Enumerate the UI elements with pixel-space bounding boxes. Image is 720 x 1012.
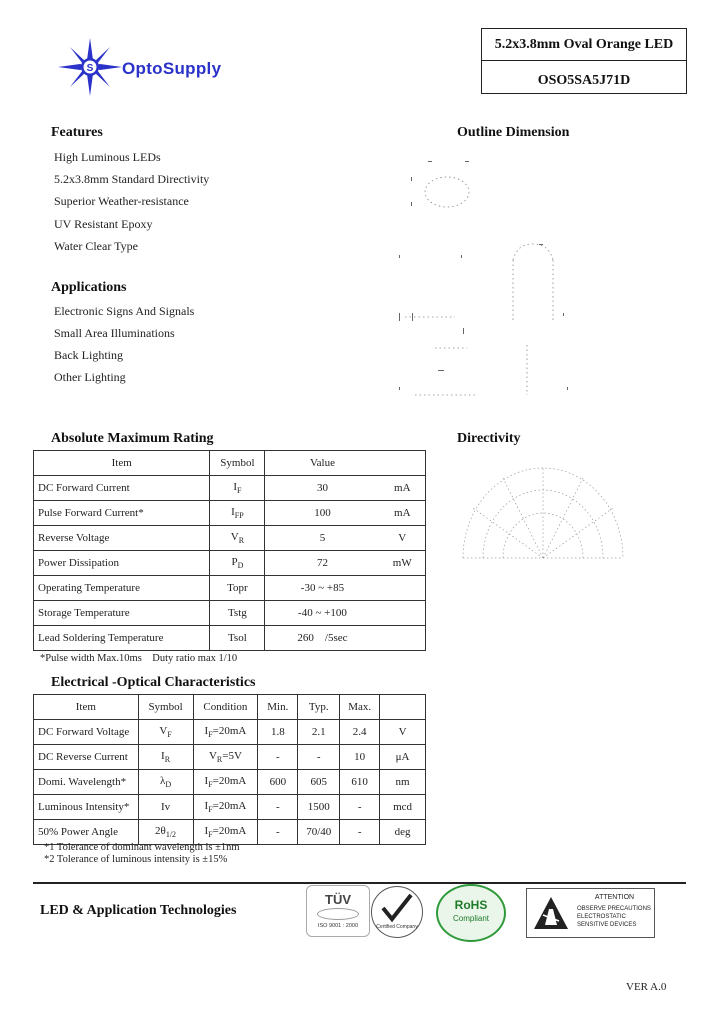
feature-item: UV Resistant Epoxy: [54, 217, 153, 231]
column-header: Item: [34, 695, 139, 720]
cell-unit: V: [380, 720, 426, 745]
cell-condition: $I_F=20mA$: [193, 770, 258, 795]
footer-company: LED & Application Technologies: [40, 903, 237, 918]
cell-item: 50% Power Angle: [34, 820, 139, 845]
cell-min: -: [258, 745, 298, 770]
outline-drawing: [395, 150, 580, 410]
version-label: VER A.0: [626, 981, 667, 993]
tuv-mark: TÜV: [325, 892, 351, 907]
table-row: [34, 720, 426, 745]
table-row: [34, 551, 426, 576]
table-header-row: [34, 695, 426, 720]
cell-max: -: [340, 820, 380, 845]
brand-logo: [56, 36, 276, 98]
column-header-blank: [380, 695, 426, 720]
cell-unit: nm: [380, 770, 426, 795]
cell-item: Luminous Intensity*: [34, 795, 139, 820]
column-header: Typ.: [298, 695, 340, 720]
cell-condition: $V_R=5V$: [193, 745, 258, 770]
cell-unit: mW: [380, 551, 426, 576]
application-item: Back Lighting: [54, 348, 123, 362]
tuv-cert: ISO 9001 : 2000: [317, 923, 359, 929]
table-row: [34, 820, 426, 845]
cell-unit: [380, 601, 426, 626]
cell-item: Pulse Forward Current*: [34, 501, 210, 526]
cell-value: 100: [265, 501, 380, 526]
amr-note: *Pulse width Max.10ms Duty ratio max 1/10: [40, 653, 238, 664]
rohs-label: RoHS: [454, 898, 488, 912]
rohs-sub: Compliant: [452, 914, 489, 923]
cell-item: Reverse Voltage: [34, 526, 210, 551]
tuv-badge: [306, 885, 370, 937]
column-header: Condition: [193, 695, 258, 720]
cell-value: -30 ~ +85: [265, 576, 380, 601]
cell-unit: V: [380, 526, 426, 551]
cell-unit: [380, 626, 426, 651]
column-header: Symbol: [210, 451, 265, 476]
cell-symbol: $2\theta_{1/2}$: [138, 820, 193, 845]
column-header: Item: [34, 451, 210, 476]
table-row: [34, 795, 426, 820]
cell-item: Operating Temperature: [34, 576, 210, 601]
cell-symbol: Topr: [210, 576, 265, 601]
table-header-row: [34, 451, 426, 476]
eoc-heading: Electrical -Optical Characteristics: [51, 675, 256, 690]
cell-min: 1.8: [258, 720, 298, 745]
table-row: [34, 626, 426, 651]
esd-line: ELECTROSTATIC: [577, 914, 626, 920]
cell-symbol: $I_{FP}$: [210, 501, 265, 526]
cell-symbol: $\lambda_D$: [138, 770, 193, 795]
column-header-blank: [380, 451, 426, 476]
outline-heading: Outline Dimension: [457, 125, 570, 140]
cell-unit: μA: [380, 745, 426, 770]
column-header: Value: [265, 451, 380, 476]
cell-value: 260 /5sec: [265, 626, 380, 651]
cell-item: DC Reverse Current: [34, 745, 139, 770]
cell-value: 5: [265, 526, 380, 551]
part-number: OSO5SA5J71D: [537, 73, 631, 88]
cell-symbol: $I_R$: [138, 745, 193, 770]
cell-typ: -: [298, 745, 340, 770]
cell-item: DC Forward Voltage: [34, 720, 139, 745]
cell-max: 2.4: [340, 720, 380, 745]
cell-condition: $I_F=20mA$: [193, 820, 258, 845]
cell-max: 10: [340, 745, 380, 770]
directivity-diagram: [458, 460, 628, 565]
eoc-note: *1 Tolerance of dominant wavelength is ±1nm: [44, 842, 240, 853]
cell-unit: mA: [380, 501, 426, 526]
certified-label: Certified Company: [376, 924, 418, 930]
cell-typ: 70/40: [298, 820, 340, 845]
cell-item: DC Forward Current: [34, 476, 210, 501]
certified-badge: [371, 886, 423, 938]
cell-symbol: Tsol: [210, 626, 265, 651]
cell-unit: mA: [380, 476, 426, 501]
cell-min: -: [258, 820, 298, 845]
cell-typ: 605: [298, 770, 340, 795]
directivity-heading: Directivity: [457, 431, 521, 446]
feature-item: 5.2x3.8mm Standard Directivity: [54, 172, 210, 186]
svg-text:S: S: [86, 63, 94, 74]
star-burst-icon: [56, 36, 126, 98]
cell-typ: 1500: [298, 795, 340, 820]
column-header: Max.: [340, 695, 380, 720]
cell-value: -40 ~ +100: [265, 601, 380, 626]
rohs-badge: [436, 884, 506, 942]
esd-line: OBSERVE PRECAUTIONS: [577, 906, 651, 912]
tuv-ring-icon: [317, 908, 359, 920]
cell-symbol: Iv: [138, 795, 193, 820]
cell-value: 30: [265, 476, 380, 501]
cell-symbol: $I_F$: [210, 476, 265, 501]
cell-value: 72: [265, 551, 380, 576]
brand-name: OptoSupply: [122, 59, 222, 78]
checkmark-icon: [380, 893, 414, 923]
cell-min: 600: [258, 770, 298, 795]
cell-symbol: $V_R$: [210, 526, 265, 551]
cell-symbol: Tstg: [210, 601, 265, 626]
cell-unit: [380, 576, 426, 601]
feature-item: High Luminous LEDs: [54, 150, 161, 164]
column-header: Min.: [258, 695, 298, 720]
application-item: Electronic Signs And Signals: [54, 304, 195, 318]
cell-condition: $I_F=20mA$: [193, 720, 258, 745]
esd-title: ATTENTION: [594, 894, 635, 901]
table-row: [34, 526, 426, 551]
cell-unit: deg: [380, 820, 426, 845]
eoc-note: *2 Tolerance of luminous intensity is ±15%: [44, 854, 228, 865]
cell-item: Power Dissipation: [34, 551, 210, 576]
table-row: [34, 770, 426, 795]
title-divider: [482, 60, 686, 61]
amr-heading: Absolute Maximum Rating: [51, 431, 214, 446]
column-header: Symbol: [138, 695, 193, 720]
product-title: 5.2x3.8mm Oval Orange LED: [494, 37, 674, 52]
amr-table: [33, 450, 426, 651]
footer-divider: [33, 882, 686, 884]
eoc-table: [33, 694, 426, 845]
applications-heading: Applications: [51, 280, 127, 295]
esd-hand-icon: [532, 895, 570, 931]
features-heading: Features: [51, 125, 103, 140]
cell-symbol: $V_F$: [138, 720, 193, 745]
table-row: [34, 476, 426, 501]
cell-typ: 2.1: [298, 720, 340, 745]
feature-item: Superior Weather-resistance: [54, 194, 189, 208]
table-row: [34, 745, 426, 770]
cell-item: Storage Temperature: [34, 601, 210, 626]
cell-max: -: [340, 795, 380, 820]
cell-unit: mcd: [380, 795, 426, 820]
application-item: Small Area Illuminations: [54, 326, 175, 340]
product-title-box: [481, 28, 687, 94]
cell-item: Domi. Wavelength*: [34, 770, 139, 795]
cell-condition: $I_F=20mA$: [193, 795, 258, 820]
cell-max: 610: [340, 770, 380, 795]
feature-item: Water Clear Type: [54, 239, 138, 253]
table-row: [34, 576, 426, 601]
esd-line: SENSITIVE DEVICES: [577, 922, 637, 928]
cell-item: Lead Soldering Temperature: [34, 626, 210, 651]
cell-symbol: $P_D$: [210, 551, 265, 576]
esd-warning-badge: [526, 888, 655, 938]
table-row: [34, 601, 426, 626]
cell-min: -: [258, 795, 298, 820]
table-row: [34, 501, 426, 526]
application-item: Other Lighting: [54, 370, 126, 384]
